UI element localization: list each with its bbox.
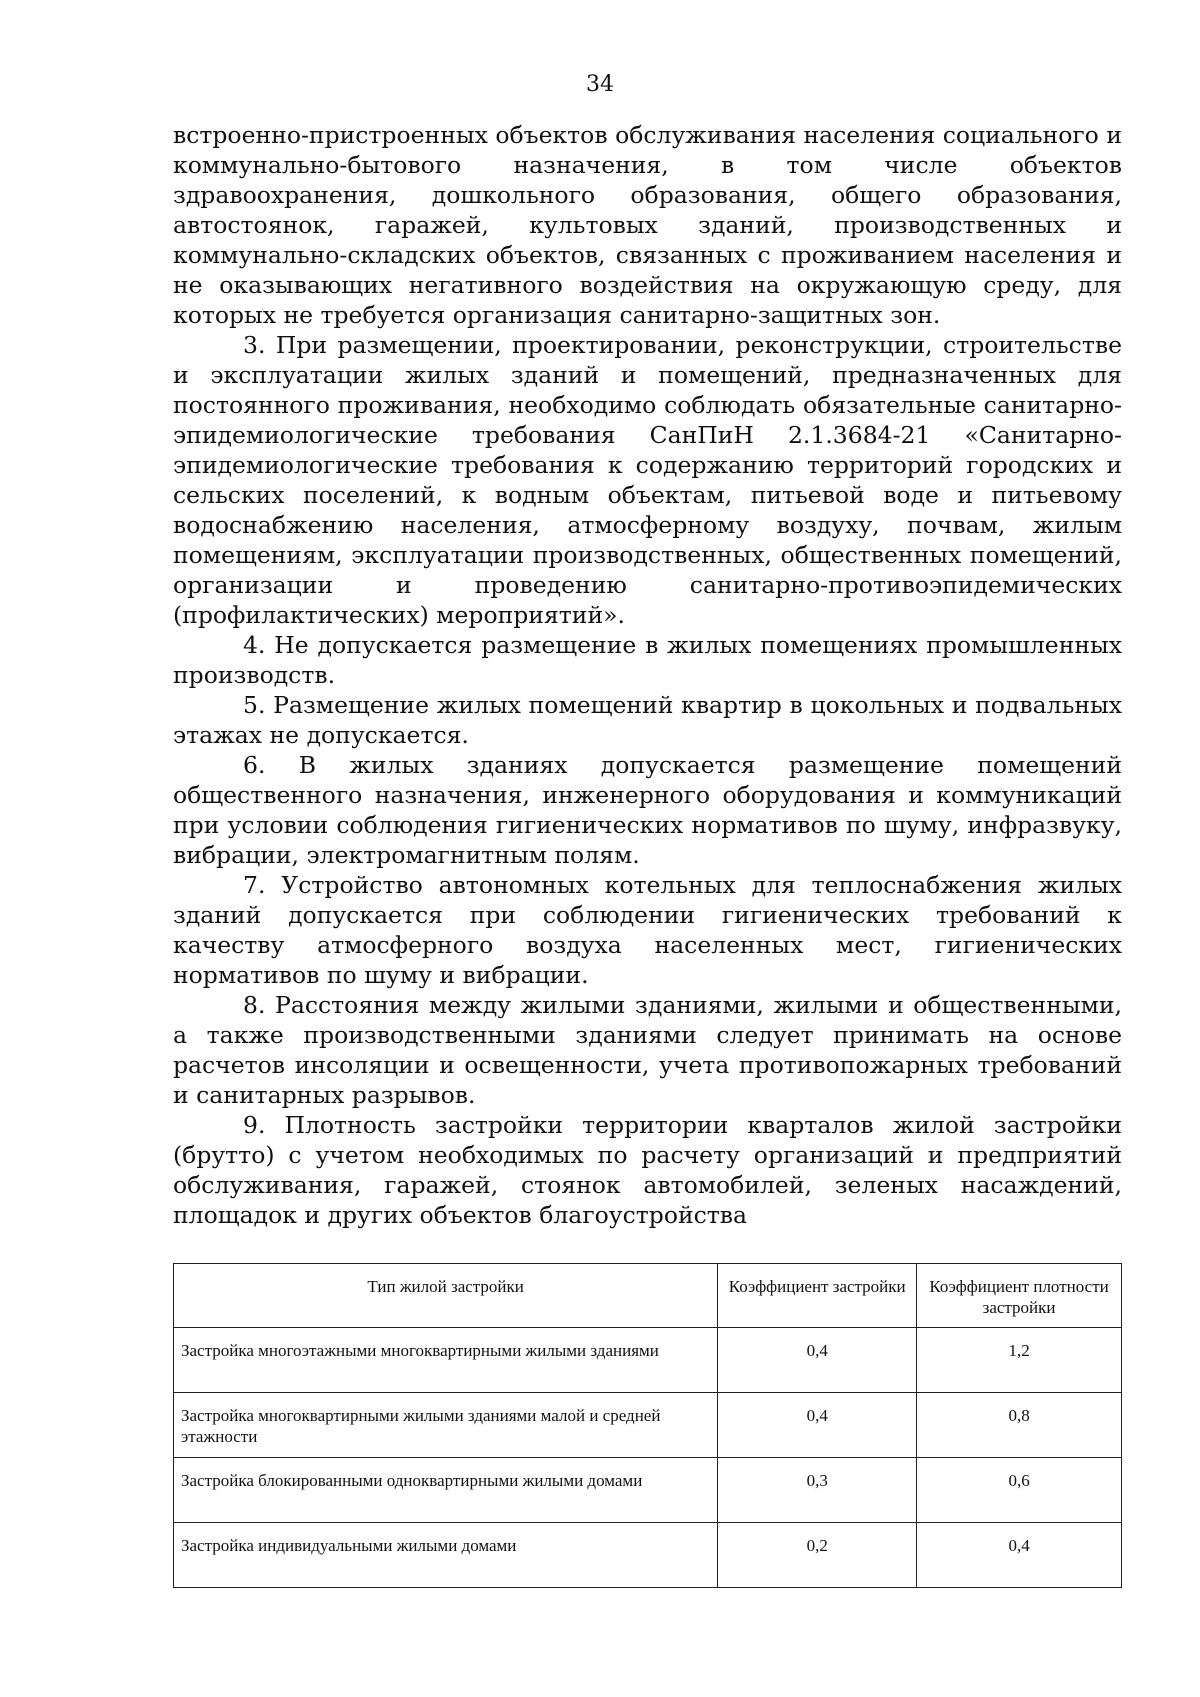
cell-coefficient-density: 0,4 <box>917 1523 1122 1588</box>
cell-coefficient-density: 1,2 <box>917 1328 1122 1393</box>
document-body <box>173 120 1122 1230</box>
page-number: 34 <box>586 72 614 97</box>
cell-coefficient-build: 0,4 <box>718 1328 917 1393</box>
paragraph-item-3: 3. При размещении, проектировании, реконструкции, строительстве и эксплуатации жилых зданий и помещений, предназначенных для постоянного проживания, необходимо соблюдать обязательные санитарно-эпидемиологические требования СанПиН 2.1.3684-21 «Санитарно-эпидемиологические требования к содержанию территорий городских и сельских поселений, к водным объектам, питьевой воде и питьевому водоснабжению населения, атмосферному воздуху, почвам, жилым помещениям, эксплуатации производственных, общественных помещений, организации и проведению санитарно-противоэпидемических (профилактических) мероприятий». <box>173 331 1122 629</box>
paragraph-item-8: 8. Расстояния между жилыми зданиями, жилыми и общественными, а также производственными зданиями следует принимать на основе расчетов инсоляции и освещенности, учета противопожарных требований и санитарных разрывов. <box>173 991 1122 1109</box>
header-coefficient-build: Коэффициент застройки <box>718 1264 917 1328</box>
cell-building-type: Застройка многоэтажными многоквартирными жилыми зданиями <box>174 1328 718 1393</box>
cell-coefficient-build: 0,3 <box>718 1458 917 1523</box>
table-row <box>174 1393 1122 1458</box>
paragraph-item-5: 5. Размещение жилых помещений квартир в цокольных и подвальных этажах не допускается. <box>173 691 1122 749</box>
cell-building-type: Застройка многоквартирными жилыми зданиями малой и средней этажности <box>174 1393 718 1458</box>
header-coefficient-density: Коэффициент плотности застройки <box>917 1264 1122 1328</box>
cell-coefficient-density: 0,6 <box>917 1458 1122 1523</box>
cell-coefficient-density: 0,8 <box>917 1393 1122 1458</box>
table-header-row <box>174 1264 1122 1328</box>
paragraph-continuation: встроенно-пристроенных объектов обслуживания населения социального и коммунально-бытового назначения, в том числе объектов здравоохранения, дошкольного образования, общего образования, автостоянок, гаражей, культовых зданий, производственных и коммунально-складских объектов, связанных с проживанием населения и не оказывающих негативного воздействия на окружающую среду, для которых не требуется организация санитарно-защитных зон. <box>173 121 1122 329</box>
cell-coefficient-build: 0,4 <box>718 1393 917 1458</box>
density-table <box>173 1263 1122 1588</box>
header-building-type: Тип жилой застройки <box>174 1264 718 1328</box>
paragraph-item-9: 9. Плотность застройки территории кварталов жилой застройки (брутто) с учетом необходимых по расчету организаций и предприятий обслуживания, гаражей, стоянок автомобилей, зеленых насаждений, площадок и других объектов благоустройства <box>173 1111 1122 1229</box>
paragraph-item-7: 7. Устройство автономных котельных для теплоснабжения жилых зданий допускается при соблюдении гигиенических требований к качеству атмосферного воздуха населенных мест, гигиенических нормативов по шуму и вибрации. <box>173 871 1122 989</box>
cell-coefficient-build: 0,2 <box>718 1523 917 1588</box>
table-row <box>174 1328 1122 1393</box>
table-row <box>174 1458 1122 1523</box>
table-row <box>174 1523 1122 1588</box>
cell-building-type: Застройка блокированными одноквартирными жилыми домами <box>174 1458 718 1523</box>
paragraph-item-6: 6. В жилых зданиях допускается размещение помещений общественного назначения, инженерного оборудования и коммуникаций при условии соблюдения гигиенических нормативов по шуму, инфразвуку, вибрации, электромагнитным полям. <box>173 751 1122 869</box>
paragraph-item-4: 4. Не допускается размещение в жилых помещениях промышленных производств. <box>173 631 1122 689</box>
cell-building-type: Застройка индивидуальными жилыми домами <box>174 1523 718 1588</box>
